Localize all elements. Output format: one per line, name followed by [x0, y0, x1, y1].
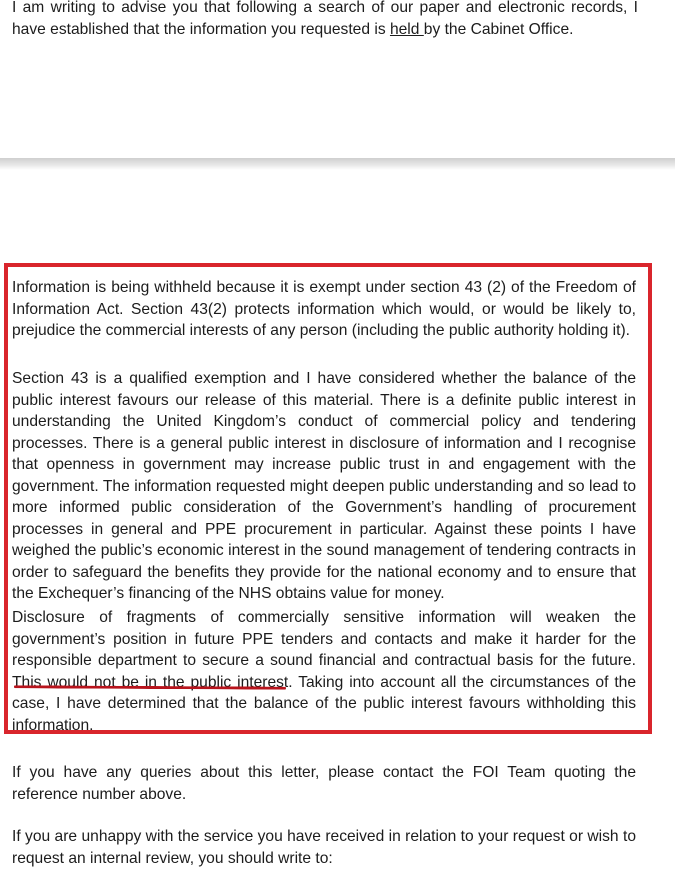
held-statement-end: by the Cabinet Office.: [423, 21, 574, 38]
held-word: held: [389, 21, 424, 38]
disclosure-paragraph: Disclosure of fragments of commercially sensitive information will weaken the government’s position in future PPE tenders and contacts and make it harder for the responsible department to secure a sound financial and contractual basis for the future. This would not be in the public interest. Taking into account all the circumstances of the case, I have determined that the balance of the public interest favours withholding this information.: [12, 609, 636, 734]
page-break-divider: [0, 158, 675, 170]
held-statement-paragraph: [12, 0, 638, 41]
exemption-paragraph: Information is being withheld because it is exempt under section 43 (2) of the Freedom of Information Act. Section 43(2) protects information which would, or would be likely to, prejudice the commercial interests of any person (including the public authority holding it).: [12, 279, 636, 339]
queries-paragraph: If you have any queries about this letter, please contact the FOI Team quoting the reference number above.: [12, 764, 636, 803]
public-interest-paragraph: Section 43 is a qualified exemption and I have considered whether the balance of the public interest favours our release of this material. There is a definite public interest in understanding the United Kingdom’s conduct of commercial policy and tendering processes. There is a general public interest in disclosure of information and I recognise that openness in government may increase public trust in and engagement with the government. The information requested might deepen public understanding and so lead to more informed public consideration of the Government’s handling of procurement processes in general and PPE procurement in particular. Against these points I have weighed the public’s economic interest in the sound management of tendering contracts in order to safeguard the benefits they provide for the national economy and to ensure that the Exchequer’s financing of the NHS obtains value for money.: [12, 370, 636, 602]
internal-review-paragraph: If you are unhappy with the service you have received in relation to your request or wish to request an internal review, you should write to:: [12, 828, 636, 867]
held-statement-start: I am writing to advise you that following a search of our paper and electronic records, I have established that the information you requested is: [12, 0, 638, 38]
letter-page-top: [0, 0, 675, 158]
